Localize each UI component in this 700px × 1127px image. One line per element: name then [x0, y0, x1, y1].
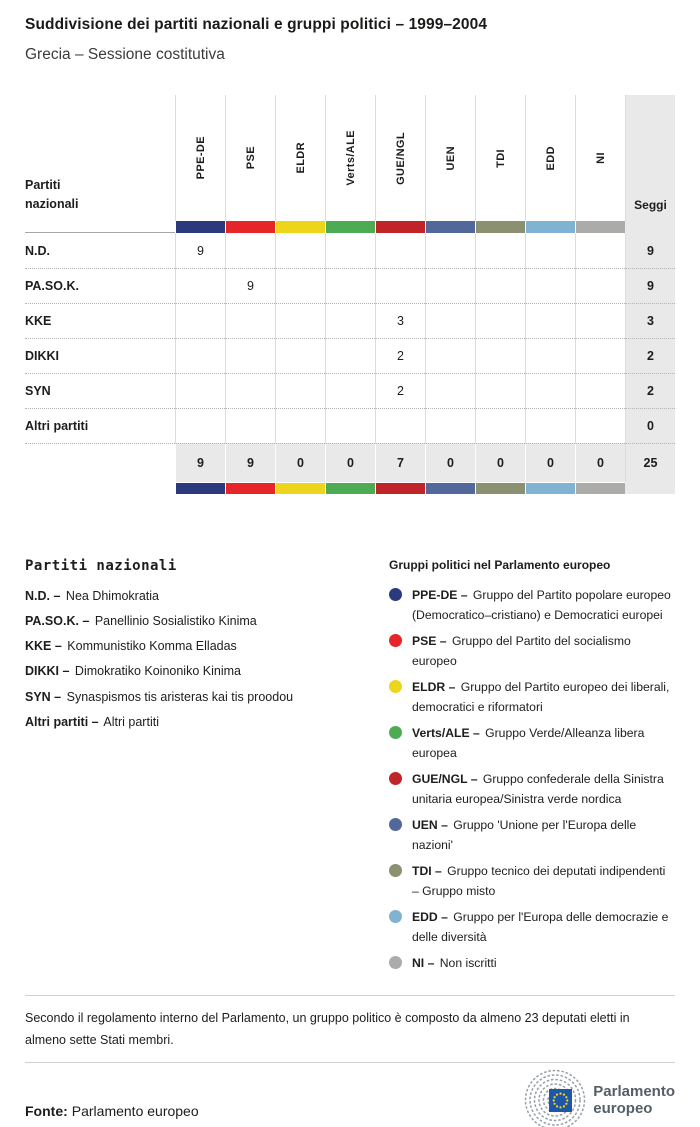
seat-value-cell — [575, 268, 625, 303]
seat-value-cell — [425, 233, 475, 268]
column-header-NI: NI — [575, 95, 625, 221]
group-color-dot-icon — [389, 910, 402, 923]
party-row-label: DIKKI — [25, 338, 175, 373]
seats-table — [25, 95, 675, 494]
seat-value-cell — [575, 233, 625, 268]
source-label: Fonte: — [25, 1103, 68, 1119]
group-legend-item: ELDR – Gruppo del Partito europeo dei liberali, democratici e riformatori — [389, 677, 675, 717]
column-header-GUE/NGL: GUE/NGL — [375, 95, 425, 221]
national-parties-legend — [25, 558, 389, 979]
seats-total-cell: 0 — [625, 408, 675, 443]
group-color-dot-icon — [389, 772, 402, 785]
seat-value-cell — [225, 338, 275, 373]
seat-value-cell — [425, 303, 475, 338]
divider-bottom — [25, 1062, 675, 1063]
group-color-dot-icon — [389, 956, 402, 969]
seat-value-cell — [175, 408, 225, 443]
seat-value-cell — [375, 408, 425, 443]
party-row-label: PA.SO.K. — [25, 268, 175, 303]
seat-value-cell — [275, 303, 325, 338]
group-total-cell: 0 — [425, 443, 475, 482]
seat-value-cell — [525, 338, 575, 373]
footnote: Secondo il regolamento interno del Parlamento, un gruppo politico è composto da almeno 23 deputati eletti in almeno sette Stati membri. — [25, 1007, 673, 1051]
group-color-bar-UEN — [425, 221, 475, 233]
political-groups-legend — [389, 558, 675, 979]
group-color-bar-bottom-PSE — [225, 482, 275, 494]
source-text: Parlamento europeo — [72, 1103, 199, 1119]
group-legend-item: UEN – Gruppo 'Unione per l'Europa delle nazioni' — [389, 815, 675, 855]
seat-value-cell — [225, 373, 275, 408]
group-color-bar-bottom-GUE/NGL — [375, 482, 425, 494]
seats-total-cell: 9 — [625, 233, 675, 268]
group-color-bar-bottom-PPE-DE — [175, 482, 225, 494]
seat-value-cell — [575, 408, 625, 443]
seat-value-cell — [425, 373, 475, 408]
group-color-bar-Verts/ALE — [325, 221, 375, 233]
footer — [25, 1075, 675, 1127]
seat-value-cell — [275, 268, 325, 303]
group-color-dot-icon — [389, 588, 402, 601]
group-color-bar-PSE — [225, 221, 275, 233]
group-color-bar-bottom-NI — [575, 482, 625, 494]
seat-value-cell — [475, 303, 525, 338]
national-parties-column-header: Partiti nazionali — [25, 95, 175, 221]
column-header-ELDR: ELDR — [275, 95, 325, 221]
national-parties-legend-items — [25, 589, 389, 730]
group-total-cell: 9 — [175, 443, 225, 482]
party-row-label: Altri partiti — [25, 408, 175, 443]
party-legend-item: N.D. – Nea Dhimokratia — [25, 589, 389, 605]
seat-value-cell: 2 — [375, 373, 425, 408]
hemicycle-logo-icon — [513, 1073, 587, 1127]
page-title: Suddivisione dei partiti nazionali e gruppi politici – 1999–2004 — [25, 0, 675, 34]
group-total-cell: 0 — [575, 443, 625, 482]
seat-value-cell — [225, 233, 275, 268]
group-legend-item: Verts/ALE – Gruppo Verde/Alleanza libera europea — [389, 723, 675, 763]
party-row-label: N.D. — [25, 233, 175, 268]
group-total-cell: 0 — [325, 443, 375, 482]
group-legend-item: PPE-DE – Gruppo del Partito popolare europeo (Democratico–cristiano) e Democratici europei — [389, 585, 675, 625]
seat-value-cell — [175, 303, 225, 338]
seats-column-header: Seggi — [625, 95, 675, 221]
group-color-dot-icon — [389, 634, 402, 647]
seats-total-cell: 2 — [625, 338, 675, 373]
totals-row-label — [25, 443, 175, 482]
seat-value-cell — [425, 338, 475, 373]
seat-value-cell — [475, 338, 525, 373]
column-header-PPE-DE: PPE-DE — [175, 95, 225, 221]
seat-value-cell — [325, 338, 375, 373]
seat-value-cell — [475, 233, 525, 268]
grand-total-cell: 25 — [625, 443, 675, 482]
group-color-bar-NI — [575, 221, 625, 233]
seat-value-cell — [525, 268, 575, 303]
seat-value-cell — [575, 373, 625, 408]
seat-value-cell — [575, 338, 625, 373]
seat-value-cell — [325, 373, 375, 408]
party-legend-item: Altri partiti – Altri partiti — [25, 715, 389, 731]
political-groups-legend-title: Gruppi politici nel Parlamento europeo — [389, 558, 675, 572]
column-header-PSE: PSE — [225, 95, 275, 221]
legend-section — [25, 558, 675, 979]
seat-value-cell — [375, 233, 425, 268]
group-color-bar-bottom-ELDR — [275, 482, 325, 494]
group-color-bar-TDI — [475, 221, 525, 233]
seat-value-cell: 3 — [375, 303, 425, 338]
seat-value-cell — [525, 303, 575, 338]
seat-value-cell — [175, 373, 225, 408]
seat-value-cell — [325, 408, 375, 443]
group-legend-item: EDD – Gruppo per l'Europa delle democrazie e delle diversità — [389, 907, 675, 947]
national-parties-legend-title: Partiti nazionali — [25, 558, 389, 574]
party-legend-item: DIKKI – Dimokratiko Koinoniko Kinima — [25, 664, 389, 680]
group-total-cell: 0 — [475, 443, 525, 482]
seat-value-cell — [475, 373, 525, 408]
group-color-bar-ELDR — [275, 221, 325, 233]
group-color-dot-icon — [389, 864, 402, 877]
seat-value-cell: 2 — [375, 338, 425, 373]
group-legend-item: NI – Non iscritti — [389, 953, 675, 973]
group-color-bar-bottom-Verts/ALE — [325, 482, 375, 494]
seat-value-cell: 9 — [225, 268, 275, 303]
source-line — [25, 1103, 199, 1119]
party-legend-item: PA.SO.K. – Panellinio Sosialistiko Kinima — [25, 614, 389, 630]
row-header-underline — [25, 221, 175, 233]
seats-bottom-cell — [625, 482, 675, 494]
european-parliament-logo — [513, 1073, 675, 1127]
seat-value-cell — [375, 268, 425, 303]
seats-total-cell: 2 — [625, 373, 675, 408]
seat-value-cell — [475, 408, 525, 443]
group-color-dot-icon — [389, 726, 402, 739]
seat-value-cell — [275, 373, 325, 408]
seat-value-cell — [425, 268, 475, 303]
seat-value-cell — [175, 338, 225, 373]
seat-value-cell — [275, 233, 325, 268]
seat-value-cell — [225, 408, 275, 443]
seat-value-cell — [175, 268, 225, 303]
group-color-bar-EDD — [525, 221, 575, 233]
seat-value-cell — [275, 338, 325, 373]
column-header-TDI: TDI — [475, 95, 525, 221]
group-color-bar-bottom-UEN — [425, 482, 475, 494]
group-total-cell: 0 — [275, 443, 325, 482]
group-legend-item: TDI – Gruppo tecnico dei deputati indipendenti – Gruppo misto — [389, 861, 675, 901]
seat-value-cell — [275, 408, 325, 443]
logo-wordmark: Parlamento europeo — [593, 1083, 675, 1117]
political-groups-legend-items — [389, 585, 675, 973]
group-total-cell: 7 — [375, 443, 425, 482]
party-row-label: SYN — [25, 373, 175, 408]
group-color-bar-GUE/NGL — [375, 221, 425, 233]
group-color-bar-bottom-TDI — [475, 482, 525, 494]
party-legend-item: KKE – Kommunistiko Komma Elladas — [25, 639, 389, 655]
seats-total-cell: 3 — [625, 303, 675, 338]
seat-value-cell — [475, 268, 525, 303]
group-color-dot-icon — [389, 680, 402, 693]
seat-value-cell — [325, 303, 375, 338]
seats-colorbar-cell — [625, 221, 675, 233]
column-header-EDD: EDD — [525, 95, 575, 221]
divider-top — [25, 995, 675, 996]
bottom-bar-spacer — [25, 482, 175, 494]
group-color-bar-PPE-DE — [175, 221, 225, 233]
seats-total-cell: 9 — [625, 268, 675, 303]
page-subtitle: Grecia – Sessione costitutiva — [25, 46, 675, 64]
seat-value-cell — [525, 408, 575, 443]
group-legend-item: GUE/NGL – Gruppo confederale della Sinistra unitaria europea/Sinistra verde nordica — [389, 769, 675, 809]
seat-value-cell: 9 — [175, 233, 225, 268]
seat-value-cell — [575, 303, 625, 338]
group-color-dot-icon — [389, 818, 402, 831]
group-color-bar-bottom-EDD — [525, 482, 575, 494]
seat-value-cell — [425, 408, 475, 443]
party-legend-item: SYN – Synaspismos tis aristeras kai tis proodou — [25, 690, 389, 706]
seat-value-cell — [325, 268, 375, 303]
party-row-label: KKE — [25, 303, 175, 338]
seat-value-cell — [525, 373, 575, 408]
group-legend-item: PSE – Gruppo del Partito del socialismo europeo — [389, 631, 675, 671]
seat-value-cell — [325, 233, 375, 268]
seat-value-cell — [525, 233, 575, 268]
seat-value-cell — [225, 303, 275, 338]
group-total-cell: 9 — [225, 443, 275, 482]
eu-flag-icon — [549, 1089, 572, 1112]
group-total-cell: 0 — [525, 443, 575, 482]
column-header-Verts/ALE: Verts/ALE — [325, 95, 375, 221]
column-header-UEN: UEN — [425, 95, 475, 221]
